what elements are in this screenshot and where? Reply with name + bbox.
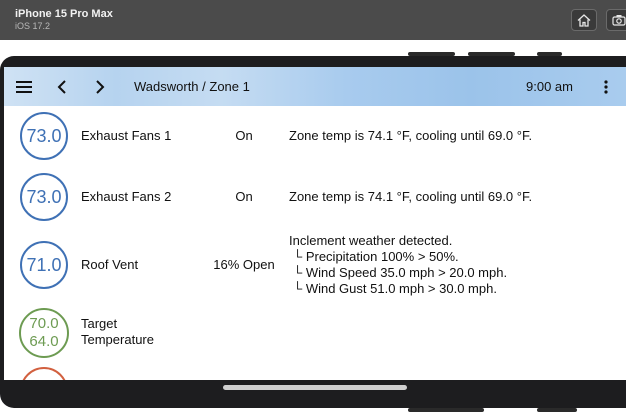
equipment-name	[81, 316, 154, 348]
menu-button[interactable]	[14, 75, 34, 99]
back-button[interactable]	[54, 75, 70, 99]
weather-alert-text: Inclement weather detected.	[289, 233, 453, 248]
list-item[interactable]	[4, 308, 626, 358]
side-button	[408, 408, 484, 412]
home-indicator[interactable]	[223, 385, 407, 390]
setpoint-circle[interactable]: 71.0	[20, 241, 68, 289]
name-line: Target	[81, 316, 118, 331]
device-name: iPhone 15 Pro Max	[15, 8, 113, 20]
current-time: 9:00 am	[526, 79, 573, 94]
setpoint-circle[interactable]: 73.0	[20, 173, 68, 221]
more-vertical-icon	[604, 80, 608, 94]
target-temperature-circle[interactable]	[19, 308, 69, 358]
equipment-name: Roof Vent	[81, 257, 139, 272]
list-item[interactable]	[4, 173, 626, 221]
list-item[interactable]	[4, 233, 626, 296]
status-description: Zone temp is 74.1 °F, cooling until 69.0 °F.	[289, 128, 533, 143]
forward-button[interactable]	[92, 75, 108, 99]
alert-detail-wind-speed: └ Wind Speed 35.0 mph > 20.0 mph.	[293, 265, 508, 280]
status-description	[289, 233, 507, 297]
chevron-left-icon	[57, 79, 67, 95]
equipment-name: Exhaust Fans 2	[81, 189, 172, 204]
hamburger-menu-icon	[16, 81, 32, 93]
chevron-right-icon	[95, 79, 105, 95]
os-version: iOS 17.2	[15, 21, 51, 31]
navigation-bar	[4, 67, 626, 106]
screenshot-button[interactable]	[606, 9, 626, 31]
side-button	[537, 408, 577, 412]
home-icon	[577, 14, 591, 27]
setpoint-circle[interactable]	[20, 367, 68, 380]
status-description: Zone temp is 74.1 °F, cooling until 69.0 °F.	[289, 189, 533, 204]
target-low-value: 64.0	[29, 333, 59, 350]
alert-detail-wind-gust: └ Wind Gust 51.0 mph > 30.0 mph.	[293, 281, 497, 296]
more-options-button[interactable]	[600, 75, 612, 99]
equipment-name: Exhaust Fans 1	[81, 128, 172, 143]
target-high-value: 70.0	[29, 315, 59, 332]
equipment-state: On	[235, 128, 253, 143]
equipment-state: On	[235, 189, 253, 204]
alert-detail-precipitation: └ Precipitation 100% > 50%.	[293, 249, 459, 264]
simulator-title-bar	[0, 0, 626, 40]
screenshot-icon	[612, 14, 626, 26]
home-button[interactable]	[571, 9, 597, 31]
app-screen	[4, 67, 626, 380]
page-title: Wadsworth / Zone 1	[134, 79, 250, 94]
name-line: Temperature	[81, 332, 154, 347]
equipment-state: 16% Open	[213, 257, 275, 272]
setpoint-circle[interactable]: 73.0	[20, 112, 68, 160]
list-item[interactable]	[4, 112, 626, 160]
